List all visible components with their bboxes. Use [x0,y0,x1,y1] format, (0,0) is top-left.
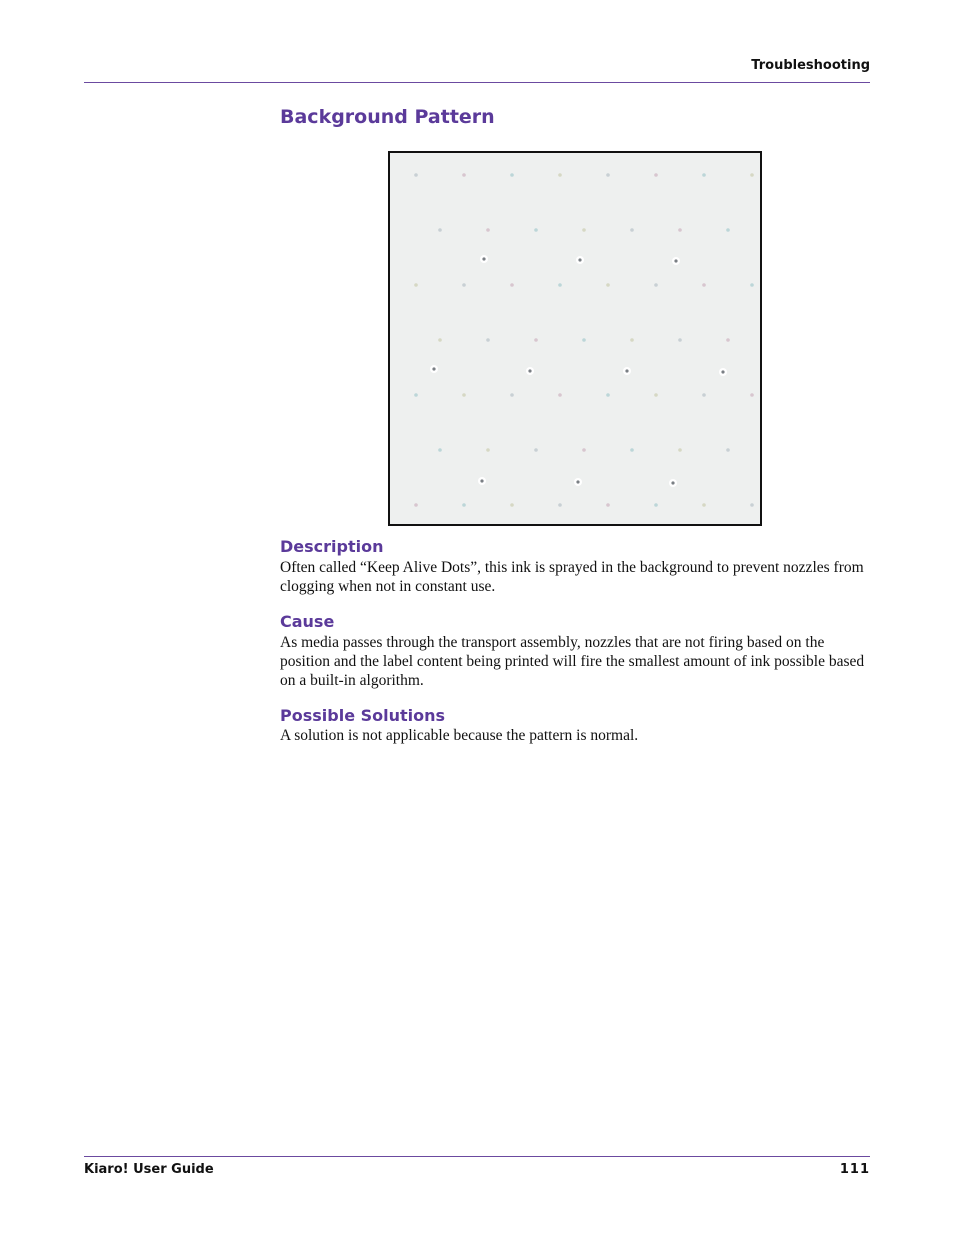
faint-ink-dot [654,283,658,287]
footer-rule [84,1156,870,1157]
faint-ink-dot [558,503,562,507]
faint-ink-dot [750,393,754,397]
faint-ink-dot [630,448,634,452]
faint-ink-dot [510,173,514,177]
keep-alive-dots-image [390,153,760,524]
faint-ink-dot [510,503,514,507]
faint-ink-dot [702,283,706,287]
faint-ink-dot [510,393,514,397]
faint-ink-dot [486,448,490,452]
keep-alive-dot-center [625,369,628,372]
faint-ink-dot [750,173,754,177]
keep-alive-dot-center [674,259,677,262]
keep-alive-dot-center [576,480,579,483]
description-text: Often called “Keep Alive Dots”, this ink is sprayed in the background to prevent nozzles from clogging when not in constant use. [280,559,864,595]
faint-ink-dot [606,503,610,507]
header-rule [84,82,870,83]
faint-ink-dot [558,283,562,287]
faint-ink-dot [606,283,610,287]
faint-ink-dot [558,393,562,397]
keep-alive-dot-center [671,481,674,484]
faint-ink-dot [534,338,538,342]
faint-ink-dot [750,283,754,287]
faint-ink-dot [726,448,730,452]
description-heading: Description [280,537,384,556]
possible-solutions-text: A solution is not applicable because the pattern is normal. [280,727,639,744]
faint-ink-dot [462,503,466,507]
faint-ink-dot [534,448,538,452]
faint-ink-dot [486,228,490,232]
faint-ink-dot [678,448,682,452]
faint-ink-dot [462,283,466,287]
faint-ink-dot [654,503,658,507]
faint-ink-dot [726,228,730,232]
faint-ink-dot [534,228,538,232]
faint-ink-dot [438,338,442,342]
faint-ink-dot [582,338,586,342]
faint-ink-dot [678,228,682,232]
cause-heading: Cause [280,612,335,631]
faint-ink-dot [702,503,706,507]
faint-ink-dot [582,448,586,452]
faint-ink-dot [462,173,466,177]
cause-text: As media passes through the transport assembly, nozzles that are not firing based on the position and the label content being printed will fire the smallest amount of ink possible based on a built-in algorithm. [280,634,865,689]
page-title: Background Pattern [280,106,495,128]
faint-ink-dot [630,228,634,232]
faint-ink-dot [414,173,418,177]
faint-ink-dot [438,448,442,452]
faint-ink-dot [726,338,730,342]
faint-ink-dot [678,338,682,342]
faint-ink-dot [558,173,562,177]
keep-alive-dot-center [528,369,531,372]
faint-ink-dot [702,173,706,177]
keep-alive-dot-center [578,258,581,261]
faint-ink-dot [438,228,442,232]
faint-ink-dot [462,393,466,397]
keep-alive-dot-center [432,367,435,370]
keep-alive-dot-center [480,479,483,482]
faint-ink-dot [702,393,706,397]
faint-ink-dot [486,338,490,342]
faint-ink-dot [750,503,754,507]
faint-ink-dot [606,173,610,177]
keep-alive-dot-center [721,370,724,373]
faint-ink-dot [414,393,418,397]
faint-ink-dot [654,393,658,397]
keep-alive-dot-center [482,257,485,260]
faint-ink-dot [630,338,634,342]
faint-ink-dot [582,228,586,232]
footer-page-number: 111 [839,1162,870,1177]
faint-ink-dot [510,283,514,287]
background-pattern-figure [388,151,762,526]
running-header: Troubleshooting [751,58,870,73]
faint-ink-dot [414,283,418,287]
faint-ink-dot [606,393,610,397]
possible-solutions-heading: Possible Solutions [280,706,446,725]
footer-guide-title: Kiaro! User Guide [84,1162,214,1177]
faint-ink-dot [414,503,418,507]
faint-ink-dot [654,173,658,177]
